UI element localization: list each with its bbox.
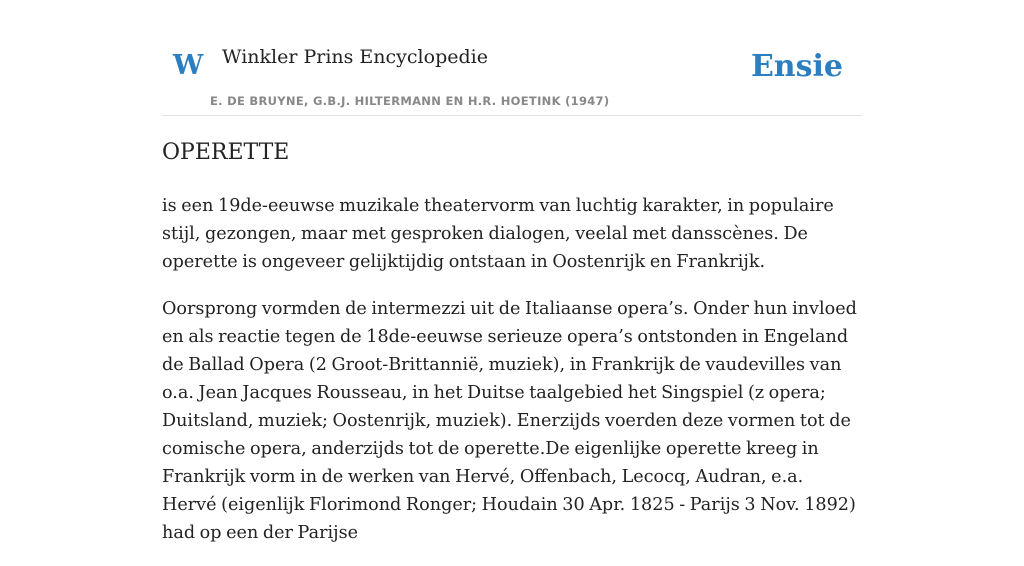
- page: [162, 0, 862, 543]
- site-header: [162, 0, 862, 116]
- authors-line: E. DE BRUYNE, G.B.J. HILTERMANN EN H.R. HOETINK (1947): [210, 94, 610, 108]
- article-body: [162, 192, 862, 566]
- site-title[interactable]: Winkler Prins Encyclopedie: [222, 46, 488, 68]
- winkler-prins-logo-icon[interactable]: W: [173, 50, 204, 81]
- article-paragraph: is een 19de-eeuwse muzikale theatervorm van luchtig karakter, in populaire stijl, gezongen, maar met gesproken dialogen, veelal met dansscènes. De operette is ongeveer gelijktijdig ontstaan in Oostenrijk en Frankrijk.: [162, 196, 834, 272]
- ensie-brand-link[interactable]: Ensie: [750, 49, 843, 84]
- article-paragraph: Oorsprong vormden de intermezzi uit de Italiaanse opera’s. Onder hun invloed en als reactie tegen de 18de-eeuwse serieuze opera’s ontstonden in Engeland de Ballad Opera (2 Groot-Brittannië, muziek), in Frankrijk de vaudevilles van o.a. Jean Jacques Rousseau, in het Duitse taalgebied het Singspiel (z opera; Duitsland, muziek; Oostenrijk, muziek). Enerzijds voerden deze vormen tot de comische opera, anderzijds tot de operette.De eigenlijke operette kreeg in Frankrijk vorm in de werken van Hervé, Offenbach, Lecocq, Audran, e.a. Hervé (eigenlijk Florimond Ronger; Houdain 30 Apr. 1825 - Parijs 3 Nov. 1892) had op een der Parijse: [162, 299, 857, 543]
- article-title: OPERETTE: [162, 140, 290, 165]
